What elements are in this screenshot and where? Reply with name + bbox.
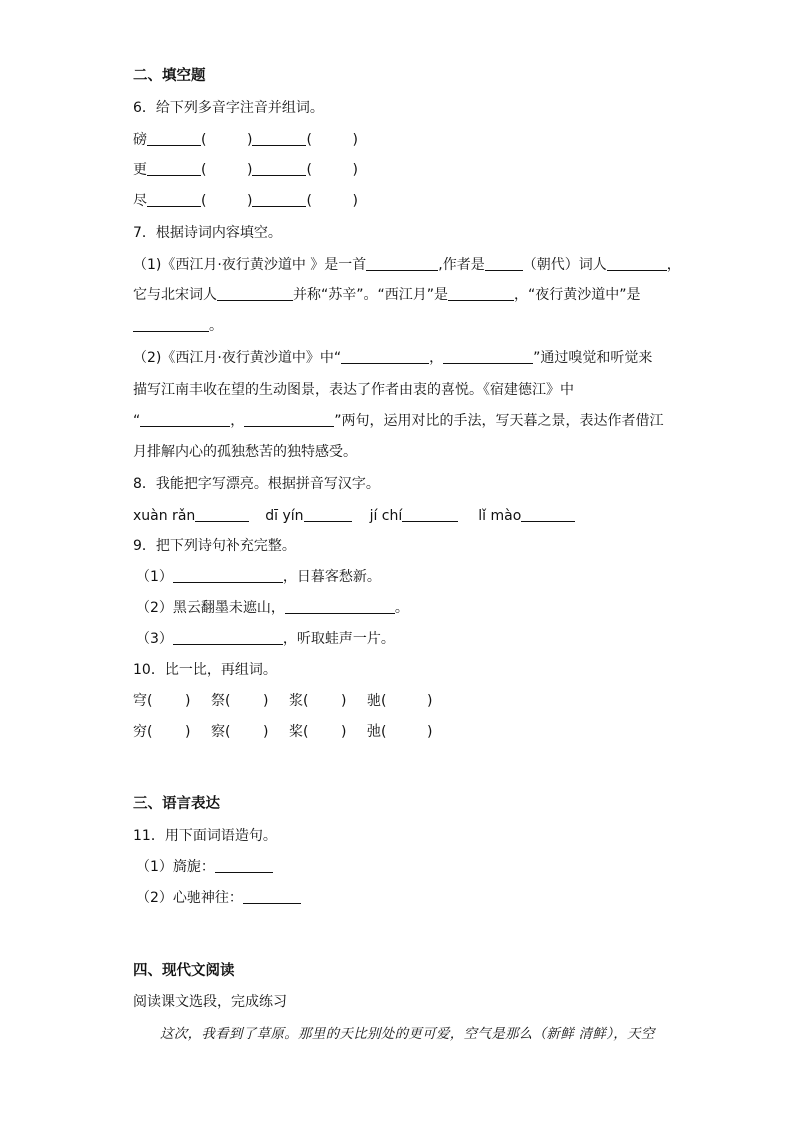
section-heading-fill-blank: 二、填空题 bbox=[133, 68, 206, 84]
q11-line-1: （1）旖旎： bbox=[136, 857, 273, 877]
answer-blank[interactable] bbox=[217, 286, 293, 301]
pinyin-3: jí chí bbox=[369, 508, 403, 524]
answer-blank[interactable] bbox=[140, 412, 230, 427]
q11-line-2: （2）心驰神往： bbox=[136, 888, 301, 908]
answer-blank[interactable] bbox=[252, 131, 306, 146]
q10-row-2: 穷( ) 察( ) 桨( ) 弛( ) bbox=[133, 724, 433, 740]
pinyin-4: lǐ mào bbox=[478, 508, 522, 524]
answer-blank[interactable] bbox=[147, 192, 201, 207]
answer-blank[interactable] bbox=[252, 161, 306, 176]
pinyin-1: xuàn rǎn bbox=[133, 508, 196, 524]
answer-blank[interactable] bbox=[521, 507, 575, 522]
q7-part2-line2: 描写江南丰收在望的生动图景，表达了作者由衷的喜悦。《宿建德江》中 bbox=[133, 382, 574, 398]
answer-blank[interactable] bbox=[244, 412, 334, 427]
q6-char-2: 更 bbox=[133, 162, 147, 178]
answer-blank[interactable] bbox=[147, 161, 201, 176]
q7-part1-line3: 。 bbox=[133, 316, 223, 336]
q6-row-2: 更 ( ) ( ) bbox=[133, 162, 358, 178]
answer-blank[interactable] bbox=[215, 858, 273, 873]
answer-blank[interactable] bbox=[448, 286, 514, 301]
reading-intro: 阅读课文选段，完成练习 bbox=[133, 994, 287, 1010]
q6-row-1: 磅 ( ) ( ) bbox=[133, 132, 358, 148]
q9-line-1: （1） ，日暮客愁新。 bbox=[136, 569, 381, 585]
answer-blank[interactable] bbox=[485, 256, 523, 271]
answer-blank[interactable] bbox=[607, 256, 667, 271]
answer-blank[interactable] bbox=[243, 889, 301, 904]
answer-blank[interactable] bbox=[304, 507, 352, 522]
answer-blank[interactable] bbox=[252, 192, 306, 207]
q7-part1-line2: 它与北宋词人 并称“苏辛”。“西江月”是 ，“夜行黄沙道中”是 bbox=[133, 287, 641, 303]
q7-part1-line1: （1)《西江月·夜行黄沙道中 》是一首 ,作者是 （朝代）词人 ， bbox=[133, 257, 681, 273]
answer-blank[interactable] bbox=[402, 507, 458, 522]
reading-passage: 这次，我看到了草原。那里的天比别处的更可爱，空气是那么（新鲜 清鲜），天空 bbox=[160, 1026, 655, 1042]
q6-char-1: 磅 bbox=[133, 132, 147, 148]
q7-part2-line4: 月排解内心的孤独愁苦的独特感受。 bbox=[133, 444, 357, 460]
q9-line-3: （3） ，听取蛙声一片。 bbox=[136, 631, 395, 647]
section-heading-language-expression: 三、语言表达 bbox=[133, 796, 220, 812]
q9-line-2: （2）黑云翻墨未遮山， 。 bbox=[136, 600, 409, 616]
question-9-stem: 9．把下列诗句补充完整。 bbox=[133, 538, 296, 554]
answer-blank[interactable] bbox=[147, 131, 201, 146]
question-7-stem: 7．根据诗词内容填空。 bbox=[133, 225, 282, 241]
answer-blank[interactable] bbox=[133, 317, 209, 332]
q6-char-3: 尽 bbox=[133, 193, 147, 209]
question-10-stem: 10．比一比，再组词。 bbox=[133, 662, 277, 678]
answer-blank[interactable] bbox=[366, 256, 438, 271]
question-6-stem: 6．给下列多音字注音并组词。 bbox=[133, 100, 324, 116]
q7-part2-line1: （2)《西江月·夜行黄沙道中》中“ ， ”通过嗅觉和听觉来 bbox=[133, 350, 653, 366]
q10-row-1: 穹( ) 祭( ) 浆( ) 驰( ) bbox=[133, 693, 433, 709]
q6-row-3: 尽 ( ) ( ) bbox=[133, 193, 358, 209]
answer-blank[interactable] bbox=[195, 507, 249, 522]
q8-pinyin-row bbox=[133, 506, 575, 526]
answer-blank[interactable] bbox=[173, 630, 283, 645]
question-8-stem: 8．我能把字写漂亮。根据拼音写汉字。 bbox=[133, 476, 380, 492]
answer-blank[interactable] bbox=[285, 599, 395, 614]
answer-blank[interactable] bbox=[173, 568, 283, 583]
pinyin-2: dī yín bbox=[265, 508, 304, 524]
q7-part2-line3: “ ， ”两句，运用对比的手法，写天暮之景，表达作者借江 bbox=[133, 413, 664, 429]
question-11-stem: 11．用下面词语造句。 bbox=[133, 828, 277, 844]
section-heading-modern-reading: 四、现代文阅读 bbox=[133, 963, 235, 979]
answer-blank[interactable] bbox=[341, 349, 429, 364]
answer-blank[interactable] bbox=[443, 349, 533, 364]
